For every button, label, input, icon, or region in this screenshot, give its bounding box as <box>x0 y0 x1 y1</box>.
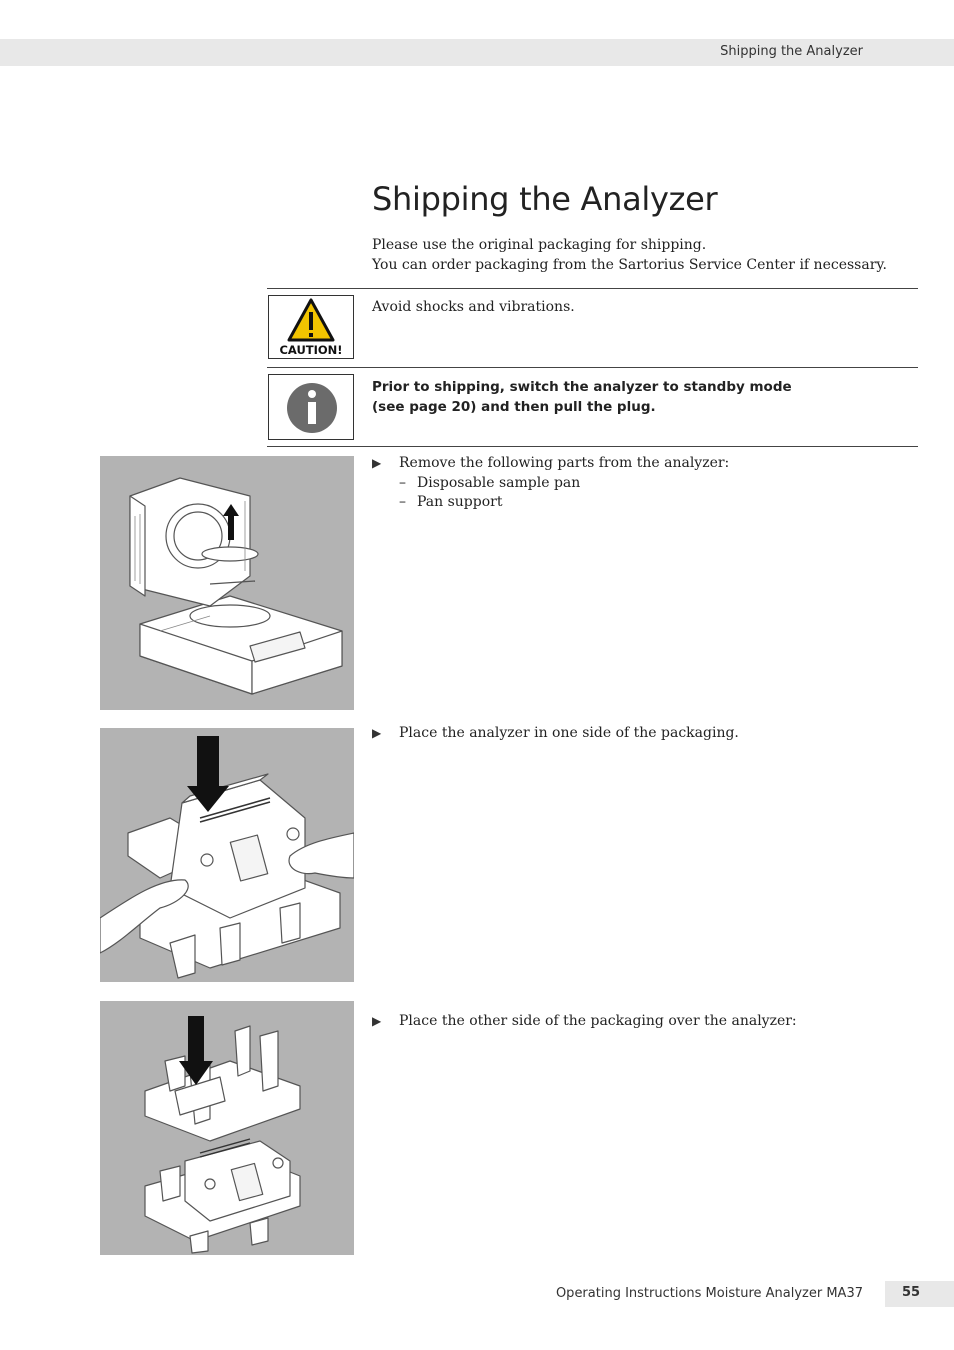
caution-label: CAUTION! <box>279 343 343 357</box>
intro-line-2: You can order packaging from the Sartorius Service Center if necessary. <box>372 256 887 273</box>
list-item-text: Pan support <box>417 494 503 510</box>
triangle-bullet-icon: ▶ <box>372 1014 382 1028</box>
triangle-bullet-icon: ▶ <box>372 726 382 740</box>
step-2-text: Place the analyzer in one side of the packaging. <box>399 725 739 741</box>
packaging-place-illustration <box>100 728 354 982</box>
intro-paragraph <box>372 236 887 275</box>
list-item: – Disposable sample pan <box>399 474 581 491</box>
info-text-line-1: Prior to shipping, switch the analyzer to standby mode <box>372 379 792 395</box>
divider <box>267 446 918 447</box>
caution-box <box>268 295 354 359</box>
info-text-line-2: (see page 20) and then pull the plug. <box>372 398 656 415</box>
info-icon <box>269 375 353 439</box>
step-3 <box>372 1012 797 1032</box>
divider <box>267 367 918 368</box>
page-title: Shipping the Analyzer <box>372 180 718 218</box>
footer-document-title: Operating Instructions Moisture Analyzer MA37 <box>555 1286 863 1301</box>
info-text <box>372 378 792 417</box>
triangle-bullet-icon: ▶ <box>372 456 382 470</box>
step-3-text: Place the other side of the packaging over the analyzer: <box>399 1013 797 1029</box>
intro-line-1: Please use the original packaging for shipping. <box>372 237 707 253</box>
info-box <box>268 374 354 440</box>
analyzer-open-illustration <box>100 456 354 710</box>
step-1 <box>372 454 729 513</box>
list-item-text: Disposable sample pan <box>417 474 581 491</box>
caution-text: Avoid shocks and vibrations. <box>372 299 575 315</box>
running-header-title: Shipping the Analyzer <box>720 44 863 59</box>
running-header <box>0 39 954 66</box>
page-number: 55 <box>902 1285 921 1300</box>
page-number-box <box>885 1281 954 1307</box>
step-1-text: Remove the following parts from the analyzer: <box>399 455 730 471</box>
packaging-cover-illustration <box>100 1001 354 1255</box>
list-item: – Pan support <box>399 494 503 510</box>
step-2 <box>372 724 739 744</box>
divider <box>267 288 918 289</box>
